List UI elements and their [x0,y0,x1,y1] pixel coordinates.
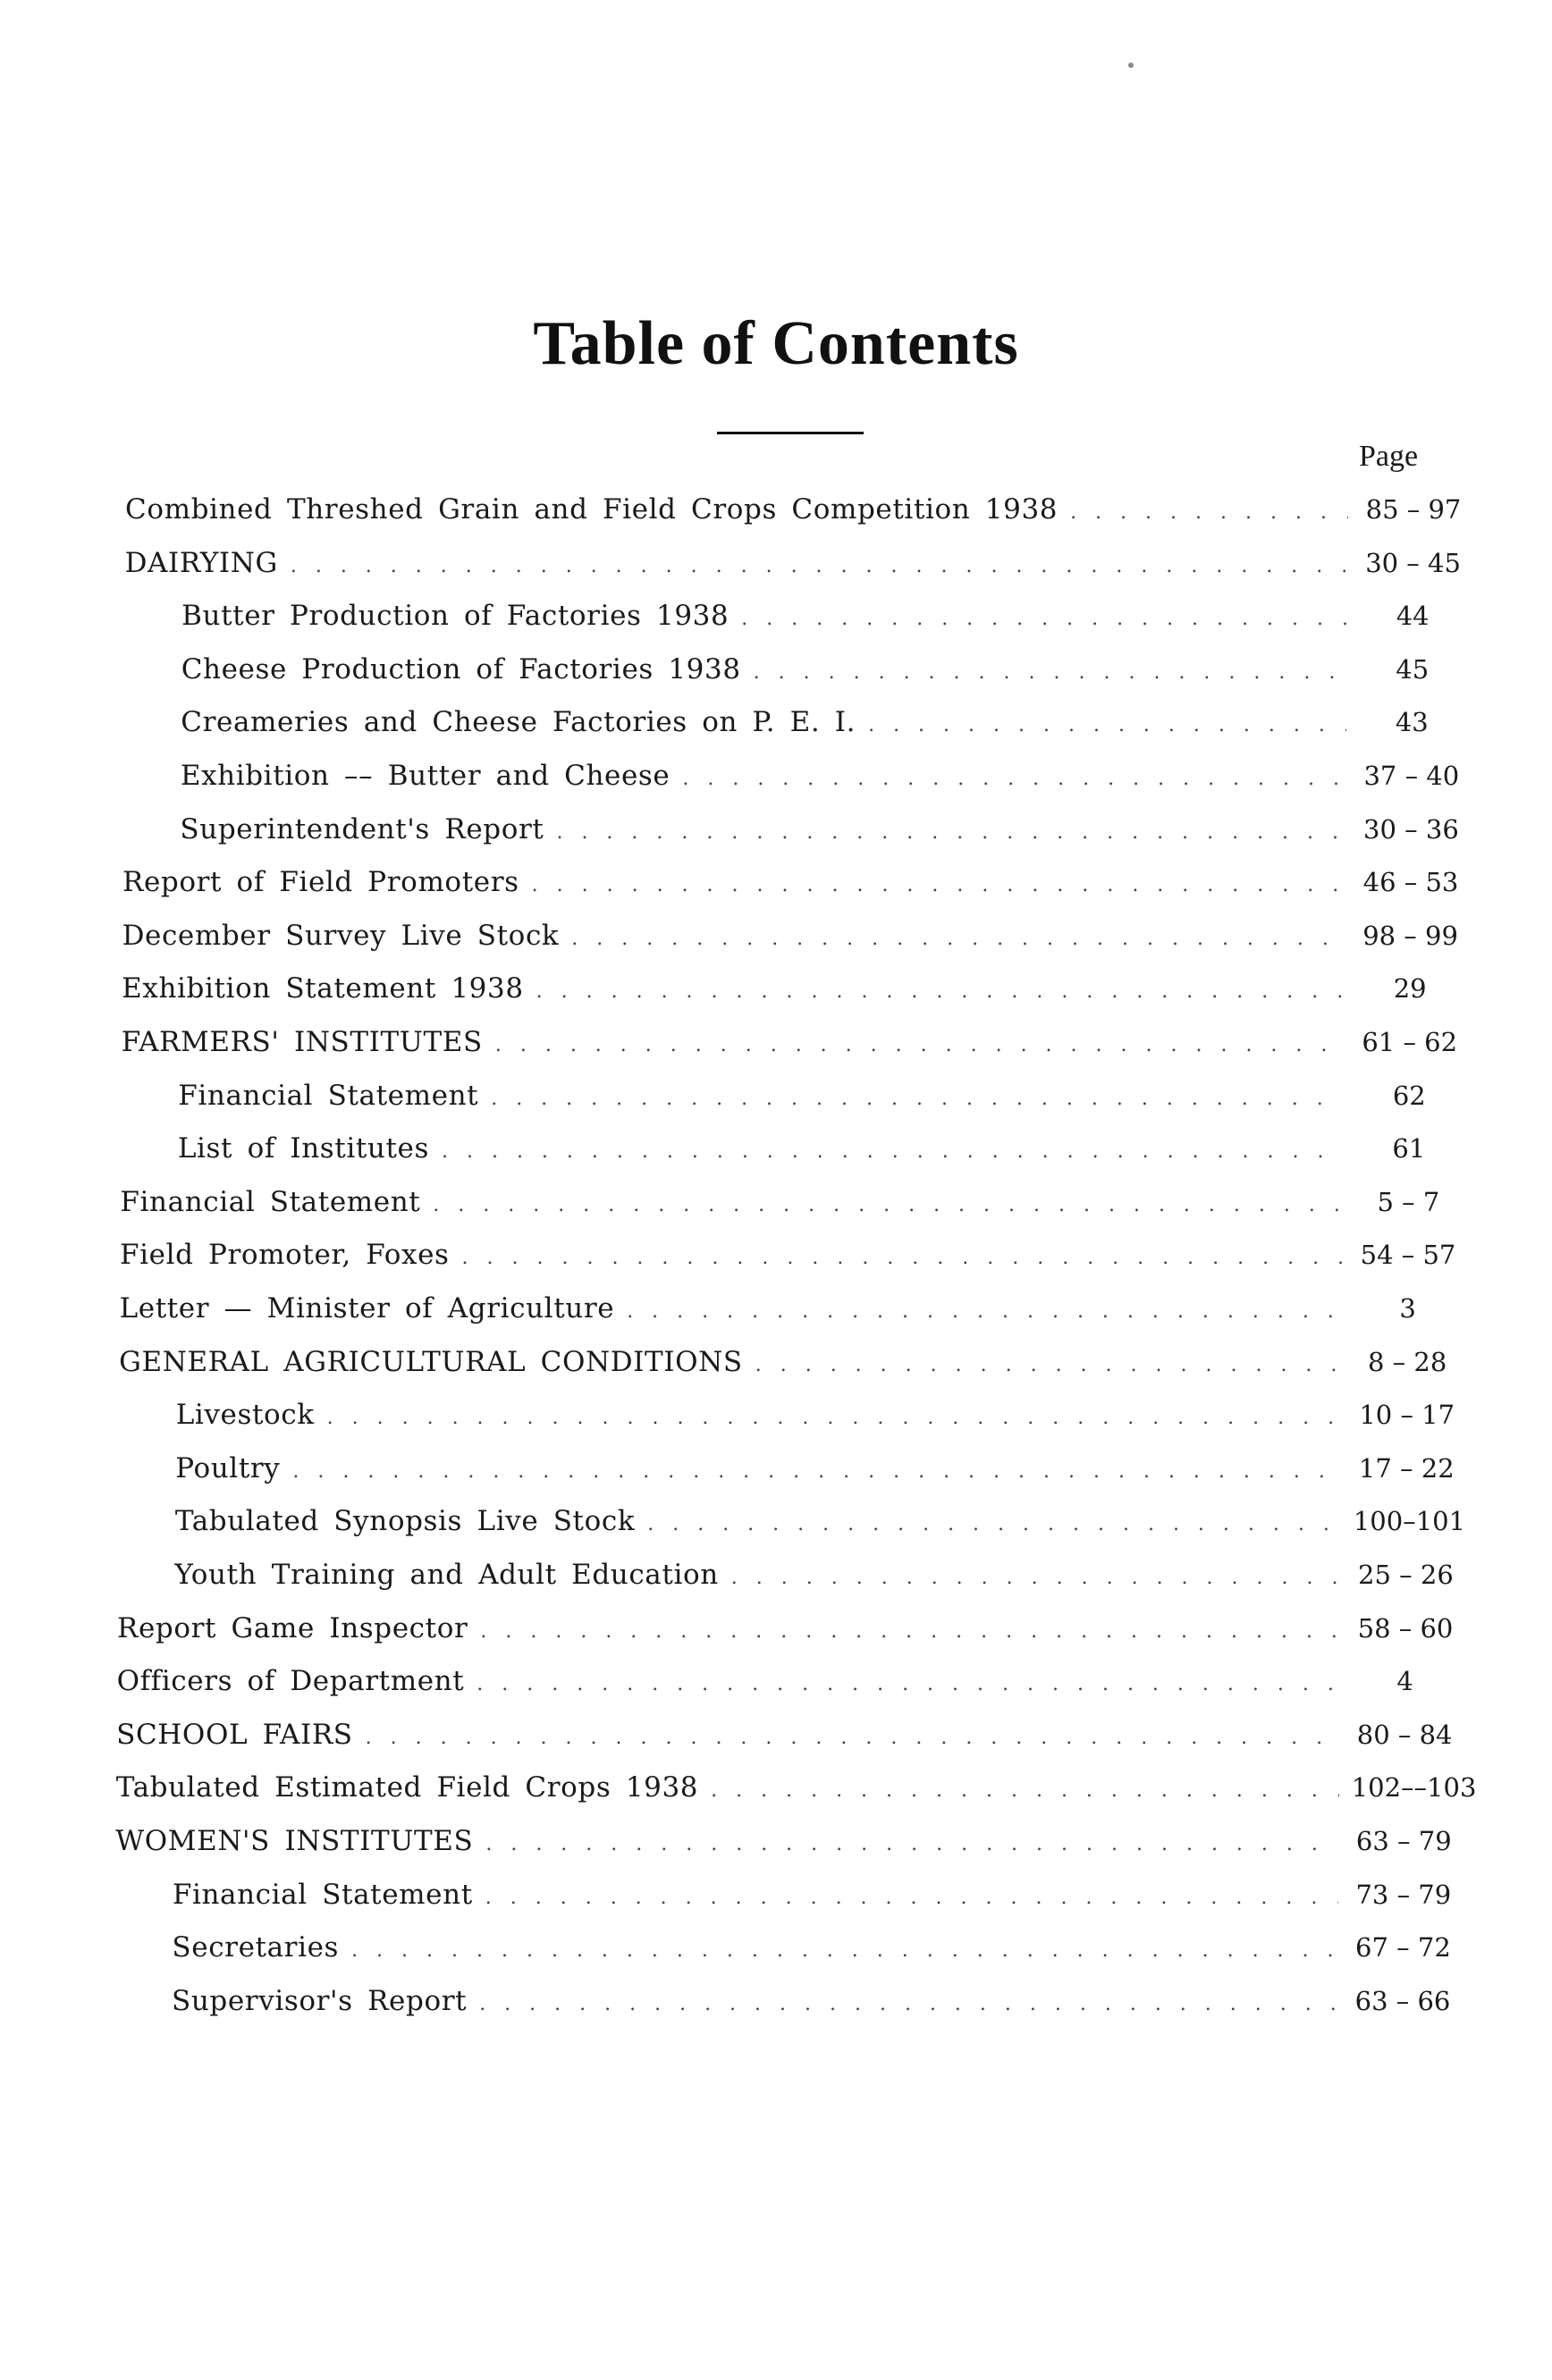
toc-entry-label: GENERAL AGRICULTURAL CONDITIONS [119,1345,743,1378]
dot-leader [754,661,1347,684]
toc-entry-pages: 17 – 22 [1358,1452,1455,1484]
toc-entry [172,1931,1455,1976]
toc-entry [174,1505,1466,1550]
toc-entry-label: Cheese Production of Factories 1938 [181,652,741,685]
toc-entry-pages: 30 – 45 [1365,547,1461,578]
toc-entry [122,920,1463,964]
toc-entry [174,1559,1458,1603]
dot-leader [495,1034,1345,1056]
toc-entry-label: Letter — Minister of Agriculture [119,1292,615,1325]
toc-entry-label: Butter Production of Factories 1938 [181,600,730,633]
toc-entry-pages: 67 – 72 [1355,1932,1451,1964]
toc-entry-pages: 61 [1392,1133,1426,1165]
toc-entry-pages: 5 – 7 [1377,1186,1440,1217]
dot-leader [366,1727,1340,1749]
toc-entry [117,1665,1458,1710]
toc-entry-pages: 63 – 79 [1355,1826,1452,1856]
toc-entry-pages: 29 [1393,973,1427,1005]
toc-entry-label: Officers of Department [116,1665,465,1698]
dot-leader [433,1194,1343,1216]
toc-entry [122,866,1463,911]
toc-entry-label: Secretaries [172,1931,340,1964]
toc-entry-pages: 4 [1396,1666,1413,1697]
toc-entry-label: Combined Threshed Grain and Field Crops Competition 1938 [125,493,1059,526]
toc-entry-pages: 98 – 99 [1362,920,1458,951]
dot-leader [480,1620,1340,1643]
page-title: Table of Contents [533,309,1019,378]
toc-entry-pages: 73 – 79 [1355,1879,1452,1910]
toc-entry-label: Youth Training and Adult Education [174,1559,719,1591]
toc-entry-pages: 8 – 28 [1367,1346,1447,1377]
dot-leader [462,1247,1343,1269]
toc-entry-label: Tabulated Estimated Field Crops 1938 [115,1771,699,1804]
toc-entry [181,653,1465,698]
toc-entry [180,813,1463,858]
toc-entry [172,1985,1455,2030]
dot-leader [627,1300,1342,1323]
toc-entry [181,706,1464,751]
dot-leader [442,1140,1344,1163]
toc-entry-pages: 37 – 40 [1363,761,1460,791]
toc-entry-label: Poultry [175,1451,281,1484]
toc-entry-pages: 45 [1396,653,1430,685]
dot-leader [647,1513,1341,1535]
dot-leader [291,555,1348,577]
toc-entry-label: SCHOOL FAIRS [116,1718,353,1751]
dot-leader [868,714,1346,736]
dot-leader [741,608,1347,630]
toc-entry [173,1879,1456,1923]
toc-entry-label: WOMEN'S INSTITUTES [115,1825,474,1857]
toc-entry-pages: 3 [1399,1293,1416,1324]
dot-leader [1070,501,1348,524]
toc-entry-pages: 30 – 36 [1363,813,1459,845]
toc-entry [119,1346,1460,1391]
toc-entry [115,1825,1456,1870]
dot-leader [711,1779,1339,1802]
toc-entry-pages: 54 – 57 [1360,1240,1456,1271]
toc-entry-pages: 46 – 53 [1362,867,1459,898]
dot-leader [755,1354,1342,1376]
toc-entry-pages: 80 – 84 [1356,1719,1453,1750]
toc-entry-label: Exhibition Statement 1938 [122,972,524,1005]
toc-entry-pages: 10 – 17 [1359,1400,1455,1431]
dot-leader [682,768,1345,790]
toc-entry [125,493,1466,538]
title-rule [717,432,864,434]
toc-entry [120,1186,1461,1231]
toc-entry-label: Creameries and Cheese Factories on P. E. I. [181,706,856,739]
dot-leader [479,1993,1337,2015]
toc-entry-pages: 43 [1395,707,1429,738]
toc-entry-label: Report of Field Promoters [122,866,519,899]
toc-entry-label: Exhibition –– Butter and Cheese [180,760,671,792]
toc-entry-label: Financial Statement [172,1878,473,1911]
toc-entry-pages: 63 – 66 [1354,1985,1451,2016]
toc-entry [122,1026,1463,1071]
toc-entry-label: December Survey Live Stock [122,919,560,952]
toc-entry [175,1452,1459,1497]
toc-entry [116,1719,1457,1763]
toc-entry-label: DAIRYING [124,546,278,579]
dot-leader [292,1460,1341,1483]
toc-entry [176,1399,1460,1443]
dot-leader [731,1567,1341,1589]
toc-entry-label: FARMERS' INSTITUTES [121,1026,483,1058]
toc-entry-label: Supervisor's Report [172,1984,468,2017]
toc-entry-pages: 102––103 [1351,1772,1477,1804]
toc-entry-pages: 85 – 97 [1365,494,1462,525]
toc-entry [178,1080,1462,1124]
print-speck [1128,63,1134,68]
toc-entry [125,547,1466,592]
toc-entry [178,1132,1462,1177]
dot-leader [556,821,1345,844]
toc-entry-label: List of Institutes [177,1132,429,1165]
toc-entry-label: Financial Statement [178,1079,479,1112]
toc-entry [115,1771,1477,1816]
toc-entry-label: Field Promoter, Foxes [120,1239,450,1272]
dot-leader [571,928,1345,950]
dot-leader [536,980,1345,1003]
toc-entry [120,1239,1461,1283]
toc-entry-label: Superintendent's Report [180,812,544,845]
dot-leader [485,1833,1338,1855]
dot-leader [327,1407,1342,1429]
toc-entry-label: Tabulated Synopsis Live Stock [174,1505,636,1538]
toc-entry [181,760,1464,804]
toc-entry-pages: 44 [1396,601,1430,632]
toc-entry-pages: 62 [1392,1080,1426,1111]
toc-entry [120,1292,1461,1337]
page-column-header: Page [1359,440,1419,473]
dot-leader [351,1939,1337,1962]
toc-entry-pages: 25 – 26 [1358,1560,1454,1590]
dot-leader [485,1887,1338,1909]
toc-entry-label: Report Game Inspector [117,1611,468,1644]
toc-entry [117,1612,1458,1657]
toc-entry-pages: 100–101 [1353,1506,1466,1537]
toc-entry-label: Livestock [175,1399,315,1432]
toc-entry-pages: 61 – 62 [1362,1027,1458,1057]
toc-entry [181,600,1465,644]
toc-entry-label: Financial Statement [120,1185,421,1218]
dot-leader [477,1673,1339,1695]
dot-leader [491,1088,1344,1110]
toc-entry [122,972,1463,1017]
dot-leader [532,874,1345,896]
toc-entry-pages: 58 – 60 [1357,1612,1454,1644]
